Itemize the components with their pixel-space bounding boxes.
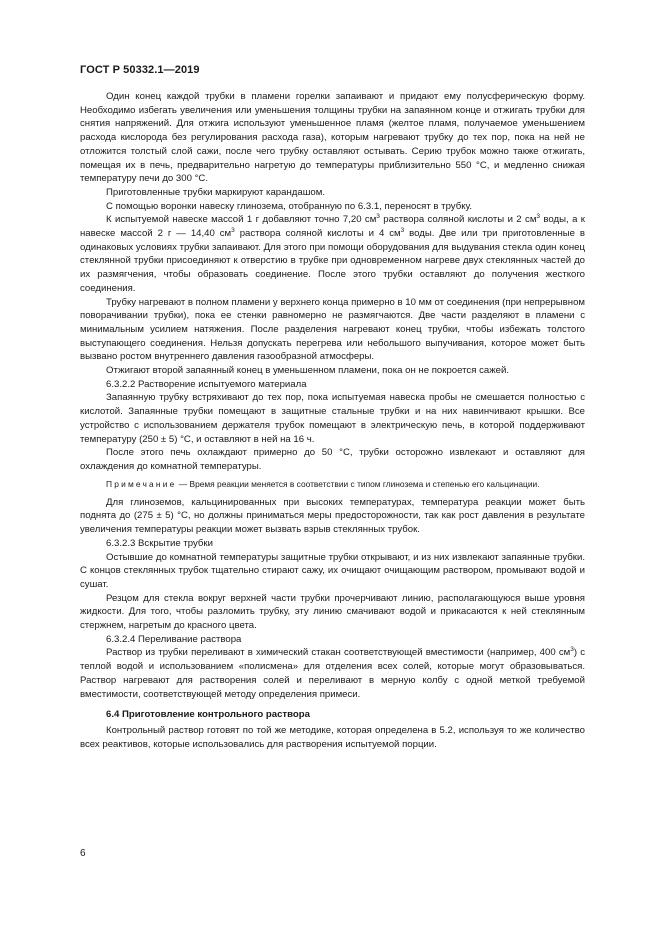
paragraph-shaking: Запаянную трубку встряхивают до тех пор, пока испытуемая навеска пробы не смешается полностью с кислотой. Запаянные трубки помещают в защитные стальные трубки и на них навинчивают крышки. Все устройство с использованием держателя трубок помещают в электрическую печь, в которой поддерживают температуру (250 ± 5) °С, и оставляют в ней на 16 ч.	[80, 392, 585, 445]
text-run: ) с теплой водой и использованием «полисмена» для отделения всех солей, которые могут образовываться. Раствор нагревают для растворения солей и переливают в мерную колбу с одной меткой требуемой вместимости, соответствующей методу определения примеси.	[80, 647, 585, 700]
text-run: К испытуемой навеске массой 1 г добавляют точно 7,20 см	[106, 214, 377, 226]
paragraph-high-temperature: Для глиноземов, кальцинированных при высоких температурах, температура реакции может быть поднята до (275 ± 5) °С, но должны приниматься меры предосторожности, так как рост давления в результате увеличения температуры реакции может вызвать взрыв стеклянных трубок.	[80, 496, 585, 536]
note-label: Примечание	[106, 478, 177, 489]
superscript: 3	[570, 646, 574, 654]
paragraph-cooling: После этого печь охлаждают примерно до 50 °С, трубки осторожно извлекают и оставляют для охлаждения до комнатной температуры.	[80, 447, 585, 472]
text-run: раствора соляной кислоты и 4 см	[234, 228, 401, 240]
text-run: воды, а к навеске массой 2 г — 14,40 см	[80, 214, 585, 240]
paragraph-cutting: Резцом для стекла вокруг верхней части трубки прочерчивают линию, располагающуюся выше уровня жидкости. Для того, чтобы разломить трубку, эту линию смачивают водой и прикасаются к ней стеклянным стержнем, нагретым до красного цвета.	[80, 592, 585, 632]
text-run: Раствор из трубки переливают в химический стакан соответствующей вместимости (например, 400 см	[106, 647, 571, 659]
page-number: 6	[80, 848, 86, 859]
superscript: 3	[231, 226, 235, 234]
paragraph-control-solution: Контрольный раствор готовят по той же методике, которая определена в 5.2, используя то же количество всех реактивов, которые использовались для растворения испытуемой порции.	[80, 724, 585, 750]
document-body	[80, 90, 585, 751]
paragraph-acid-addition	[80, 213, 585, 295]
text-run: раствора соляной кислоты и 2 см	[379, 214, 537, 226]
paragraph-marking: Приготовленные трубки маркируют карандашом.	[106, 186, 326, 198]
subsection-heading-dissolution: 6.3.2.2 Растворение испытуемого материала	[106, 378, 307, 390]
subsection-heading-opening: 6.3.2.3 Вскрытие трубки	[106, 537, 213, 549]
paragraph-annealing: Отжигают второй запаянный конец в уменьшенном пламени, пока он не покроется сажей.	[106, 365, 509, 377]
section-heading-control-solution: 6.4 Приготовление контрольного раствора	[106, 709, 310, 721]
paragraph-sealing-tubes: Один конец каждой трубки в пламени горелки запаивают и придают ему полусферическую форму. Необходимо избегать увеличения или уменьшения толщины трубки на запаянном конце и отжигать трубки для снятия напряжений. Для отжига используют уменьшенное пламя (желтое пламя, получаемое уменьшением расхода кислорода без регулирования расхода газа), которым нагревают трубку до тех пор, пока на ней не отложится толстый слой сажи, после чего трубку оставляют остывать. Серию трубок можно также отжигать, помещая их в печь, предварительно нагретую до температуры приблизительно 550 °С, и медленно снижая температуру печи до 300 °С.	[80, 91, 585, 185]
document-header: ГОСТ Р 50332.1—2019	[80, 64, 200, 76]
note	[80, 478, 585, 490]
note-text: — Время реакции меняется в соответствии с типом глинозема и степенью его кальцинации.	[176, 478, 540, 489]
superscript: 3	[400, 226, 405, 234]
superscript: 3	[536, 213, 541, 221]
superscript: 3	[376, 213, 380, 221]
subsection-heading-pouring: 6.3.2.4 Переливание раствора	[106, 633, 242, 645]
text-run: воды. Две или три приготовленные в одинаковых условиях трубки запаивают. Для этого при помощи оборудования для выдувания стекла один конец стеклянной трубки присоединяют к отверстию в трубке при одновременном нагреве двух стеклянных частей до их размягчения, чтобы образовать соединение. После этого трубки оставляют до получения жесткого соединения.	[80, 228, 586, 294]
paragraph-pouring	[80, 646, 585, 701]
paragraph-heating: Трубку нагревают в полном пламени у верхнего конца примерно в 10 мм от соединения (при непрерывном поворачивании трубки), пока ее стенки равномерно не размягчаются. Две части разделяют в пламени с минимальным усилием натяжения. После разделения нагревают конец трубки, чтобы избежать толстого выступающего соединения. Нельзя допускать перегрева или небольшого выпучивания, которое может быть вызвано ростом внутреннего давления газообразной атмосферы.	[80, 296, 585, 363]
paragraph-transfer: С помощью воронки навеску глинозема, отобранную по 6.3.1, переносят в трубку.	[106, 200, 473, 212]
paragraph-opening: Остывшие до комнатной температуры защитные трубки открывают, и из них извлекают запаянные трубки. С концов стеклянных трубок тщательно стирают сажу, их очищают очищающим раствором, промывают водой и сушат.	[80, 551, 585, 590]
